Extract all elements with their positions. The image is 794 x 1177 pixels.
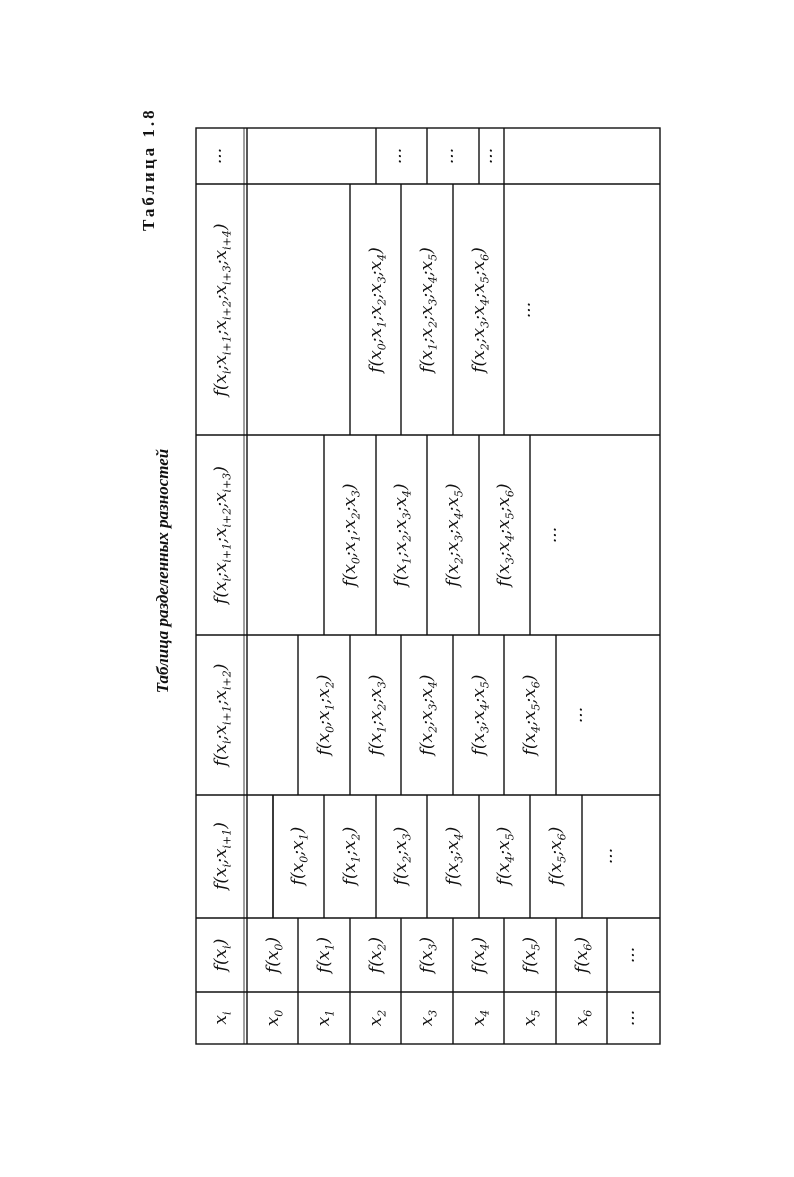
header-diff2: $f(x_i;x_{i+1};x_{i+2})$ [211, 663, 234, 767]
x-cell: ··· [624, 1009, 644, 1027]
diff2-cell: $f(x_4;x_5;x_6)$ [520, 674, 543, 756]
x-cell: $x_4$ [469, 1009, 492, 1027]
diff2-cell: $f(x_1;x_2;x_3)$ [366, 674, 389, 756]
diff3-cell: $f(x_2;x_3;x_4;x_5)$ [443, 483, 466, 587]
diff1-cell: $f(x_4;x_5)$ [494, 826, 517, 886]
x-cell: $x_3$ [417, 1009, 440, 1027]
diff2-cell: $f(x_3;x_4;x_5)$ [469, 674, 492, 756]
diff3-cell: $f(x_0;x_1;x_2;x_3)$ [340, 483, 363, 587]
diff2-cell: $f(x_2;x_3;x_4)$ [417, 674, 440, 756]
f-cell: $f(x_1)$ [314, 936, 337, 974]
f-cell: $f(x_0)$ [263, 936, 286, 974]
diff2-cell: ··· [572, 706, 592, 724]
diff1-cell: $f(x_5;x_6)$ [546, 826, 569, 886]
header-more: ··· [211, 147, 231, 165]
x-cell: $x_0$ [263, 1009, 286, 1027]
diff2-cell: $f(x_0;x_1;x_2)$ [314, 674, 337, 756]
more-cell: ··· [391, 147, 411, 165]
diff1-cell: ··· [602, 847, 622, 865]
table-title: Таблица разделенных разностей [153, 448, 172, 694]
more-cell: ··· [482, 147, 502, 165]
x-cell: $x_2$ [366, 1009, 389, 1027]
diff3-cell: ··· [546, 526, 566, 544]
diff4-cell: $f(x_1;x_2;x_3;x_4;x_5)$ [417, 247, 440, 373]
table-caption: Таблица 1.8 [139, 107, 158, 231]
diff3-cell: $f(x_1;x_2;x_3;x_4)$ [391, 483, 414, 587]
f-cell: $f(x_4)$ [469, 936, 492, 974]
diff1-cell: $f(x_2;x_3)$ [391, 826, 414, 886]
diff1-cell: $f(x_0;x_1)$ [288, 826, 311, 886]
diff3-cell: $f(x_3;x_4;x_5;x_6)$ [494, 483, 517, 587]
f-cell: $f(x_6)$ [572, 936, 595, 974]
x-cell: $x_5$ [520, 1009, 543, 1027]
f-cell: $f(x_3)$ [417, 936, 440, 974]
x-cell: $x_1$ [314, 1009, 337, 1027]
more-cell: ··· [443, 147, 463, 165]
header-x: $x_i$ [211, 1011, 234, 1025]
header-diff4: $f(x_i;x_{i+1};x_{i+2};x_{i+3};x_{i+4})$ [211, 223, 234, 397]
x-cell: $x_6$ [572, 1009, 595, 1027]
diff4-cell: ··· [520, 301, 540, 319]
f-cell: $f(x_2)$ [366, 936, 389, 974]
header-f: $f(x_i)$ [211, 938, 234, 972]
diff4-cell: $f(x_2;x_3;x_4;x_5;x_6)$ [469, 247, 492, 373]
diff1-cell: $f(x_1;x_2)$ [340, 826, 363, 886]
f-cell: ··· [624, 946, 644, 964]
diff4-cell: $f(x_0;x_1;x_2;x_3;x_4)$ [366, 247, 389, 373]
header-diff3: $f(x_i;x_{i+1};x_{i+2};x_{i+3})$ [211, 466, 234, 604]
diff1-cell: $f(x_3;x_4)$ [443, 826, 466, 886]
header-diff1: $f(x_i;x_{i+1})$ [211, 822, 234, 890]
f-cell: $f(x_5)$ [520, 936, 543, 974]
